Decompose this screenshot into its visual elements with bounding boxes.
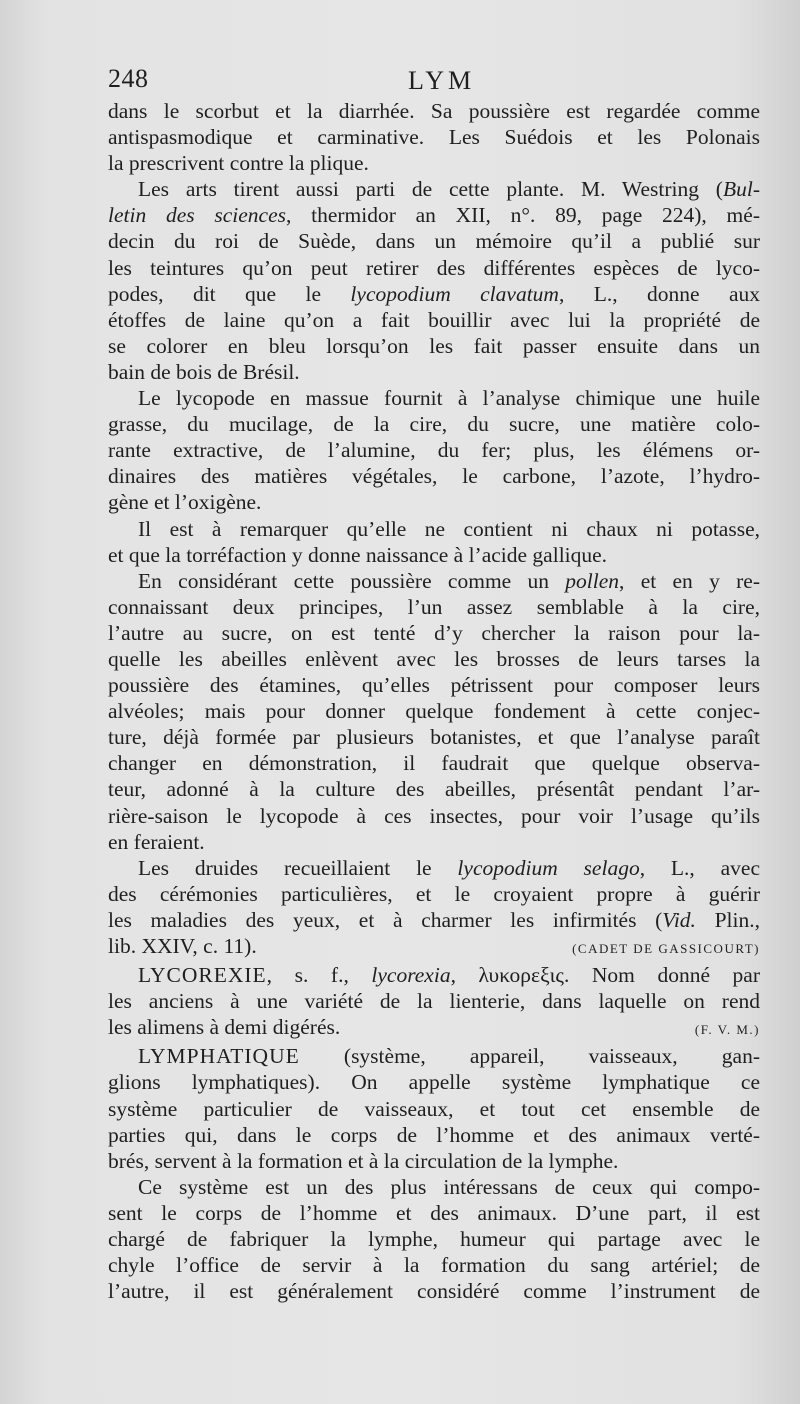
paragraph	[108, 98, 760, 176]
text-line: glions lymphatiques). On appelle système lymphatique ce	[108, 1070, 760, 1095]
text-line: des cérémonies particulières, et le croyaient propre à guérir	[108, 881, 760, 906]
text-line: et que la torréfaction y donne naissance à l’acide gallique.	[108, 542, 608, 567]
text-run: , L., donne aux	[558, 281, 761, 306]
text-run: , s. f.,	[266, 963, 372, 988]
paragraph	[108, 516, 760, 568]
text-line: alvéoles; mais pour donner quelque fondement à cette conjec-	[108, 699, 760, 724]
text-line: dinaires des matières végétales, le carbone, l’azote, l’hydro-	[108, 464, 760, 489]
text-line: rante extractive, de l’alumine, du fer; plus, les élémens or-	[108, 438, 760, 463]
text-line: se colorer en bleu lorsqu’on les fait passer ensuite dans un	[108, 333, 760, 358]
text-line: connaissant deux principes, l’un assez semblable à la cire,	[108, 594, 760, 619]
text-line: antispasmodique et carminative. Les Suédois et les Polonais	[108, 125, 760, 150]
text-line: Ce système est un des plus intéressans de ceux qui compo-	[138, 1174, 760, 1199]
text-line: dans le scorbut et la diarrhée. Sa poussière est regardée comme	[108, 99, 760, 123]
text-run: (système, appareil, vaisseaux, gan-	[299, 1044, 760, 1069]
paragraph	[108, 1174, 760, 1304]
text-run: Plin.,	[695, 907, 760, 932]
text-line: changer en démonstration, il faudrait que quelque observa-	[108, 751, 760, 776]
text-line	[108, 855, 760, 881]
text-line: les anciens à une variété de la lienterie, dans laquelle on rend	[108, 989, 760, 1014]
paragraph	[108, 385, 760, 515]
text-line	[108, 933, 760, 962]
text-line: poussière des étamines, qu’elles pétrissent pour composer leurs	[108, 673, 760, 698]
paragraph	[108, 176, 760, 385]
text-line: Il est à remarquer qu’elle ne contient ni chaux ni potasse,	[138, 516, 760, 541]
author-signature: (F. V. M.)	[694, 1022, 760, 1038]
text-line: grasse, du mucilage, de la cire, du sucre, une matière colo-	[108, 412, 760, 437]
running-head: LYM	[408, 66, 476, 95]
text-run: , thermidor an XII, n°. 89, page 224), mé-	[285, 203, 760, 228]
text-line: parties qui, dans le corps de l’homme et des animaux verté-	[108, 1122, 760, 1147]
italic-run: lycorexia	[371, 963, 451, 988]
italic-run: Bul-	[722, 177, 760, 202]
text-line: en feraient.	[108, 829, 205, 854]
text-run: Les druides recueillaient le	[138, 855, 458, 880]
italic-run: lycopodium selago	[457, 855, 640, 880]
text-line: quelle les abeilles enlèvent avec les brosses de leurs tarses la	[108, 646, 760, 671]
text-line: les teintures qu’on peut retirer des différentes espèces de lyco-	[108, 255, 760, 280]
text-line: ture, déjà formée par plusieurs botanistes, et que l’analyse paraît	[108, 725, 760, 750]
text-run: les maladies des yeux, et à charmer les infirmités (	[108, 907, 663, 932]
italic-run: Vid.	[662, 907, 696, 932]
paragraph	[108, 855, 760, 962]
text-line	[108, 176, 760, 202]
dictionary-entry	[108, 962, 760, 1043]
text-run: Les arts tirent aussi parti de cette plante. M. Westring (	[138, 177, 723, 202]
text-line	[108, 907, 760, 933]
text-line	[108, 1014, 760, 1043]
page-number: 248	[108, 64, 149, 93]
text-line: la prescrivent contre la plique.	[108, 151, 369, 176]
text-line: bain de bois de Brésil.	[108, 359, 300, 384]
page-body	[108, 98, 760, 1304]
text-run: En considérant cette poussière comme un	[138, 568, 566, 593]
dictionary-entry	[108, 1043, 760, 1173]
paragraph	[108, 568, 760, 855]
text-line: système particulier de vaisseaux, et tout cet ensemble de	[108, 1096, 760, 1121]
text-run: les alimens à demi digérés.	[108, 1015, 341, 1040]
text-run: , λυκορεξις. Nom donné par	[450, 963, 760, 988]
text-line: rière-saison le lycopode à ces insectes, pour voir l’usage qu’ils	[108, 803, 760, 828]
text-line: Le lycopode en massue fournit à l’analyse chimique une huile	[138, 386, 760, 411]
text-line: teur, adonné à la culture des abeilles, présentât pendant l’ar-	[108, 777, 760, 802]
text-line: chargé de fabriquer la lymphe, humeur qui partage avec le	[108, 1227, 760, 1252]
text-run: lib. XXIV, c. 11).	[108, 934, 257, 958]
italic-run: letin des sciences	[108, 203, 286, 228]
author-signature: (CADET DE GASSICOURT)	[572, 941, 760, 956]
text-line: l’autre au sucre, on est tenté d’y chercher la raison pour la-	[108, 620, 760, 645]
text-line	[108, 202, 760, 228]
entry-headword: LYCOREXIE	[138, 963, 267, 988]
text-line: chyle l’office de servir à la formation du sang artériel; de	[108, 1253, 760, 1278]
text-line	[108, 1043, 760, 1069]
text-line	[108, 568, 760, 594]
entry-headword: LYMPHATIQUE	[138, 1044, 300, 1069]
text-run: , et en y re-	[619, 568, 761, 593]
text-line: decin du roi de Suède, dans un mémoire qu’il a publié sur	[108, 229, 760, 254]
text-line: brés, servent à la formation et à la circulation de la lymphe.	[108, 1148, 619, 1173]
text-line: gène et l’oxigène.	[108, 490, 262, 515]
text-line	[108, 281, 760, 307]
text-line: l’autre, il est généralement considéré comme l’instrument de	[108, 1279, 760, 1304]
italic-run: lycopodium clavatum	[350, 281, 559, 306]
text-line	[108, 962, 760, 988]
text-run: podes, dit que le	[108, 281, 351, 306]
italic-run: pollen	[565, 568, 620, 593]
text-line: sent le corps de l’homme et des animaux. D’une part, il est	[108, 1200, 760, 1225]
text-run: , L., avec	[639, 855, 761, 880]
text-line: étoffes de laine qu’on a fait bouillir avec lui la propriété de	[108, 307, 760, 332]
page-header	[108, 64, 760, 98]
